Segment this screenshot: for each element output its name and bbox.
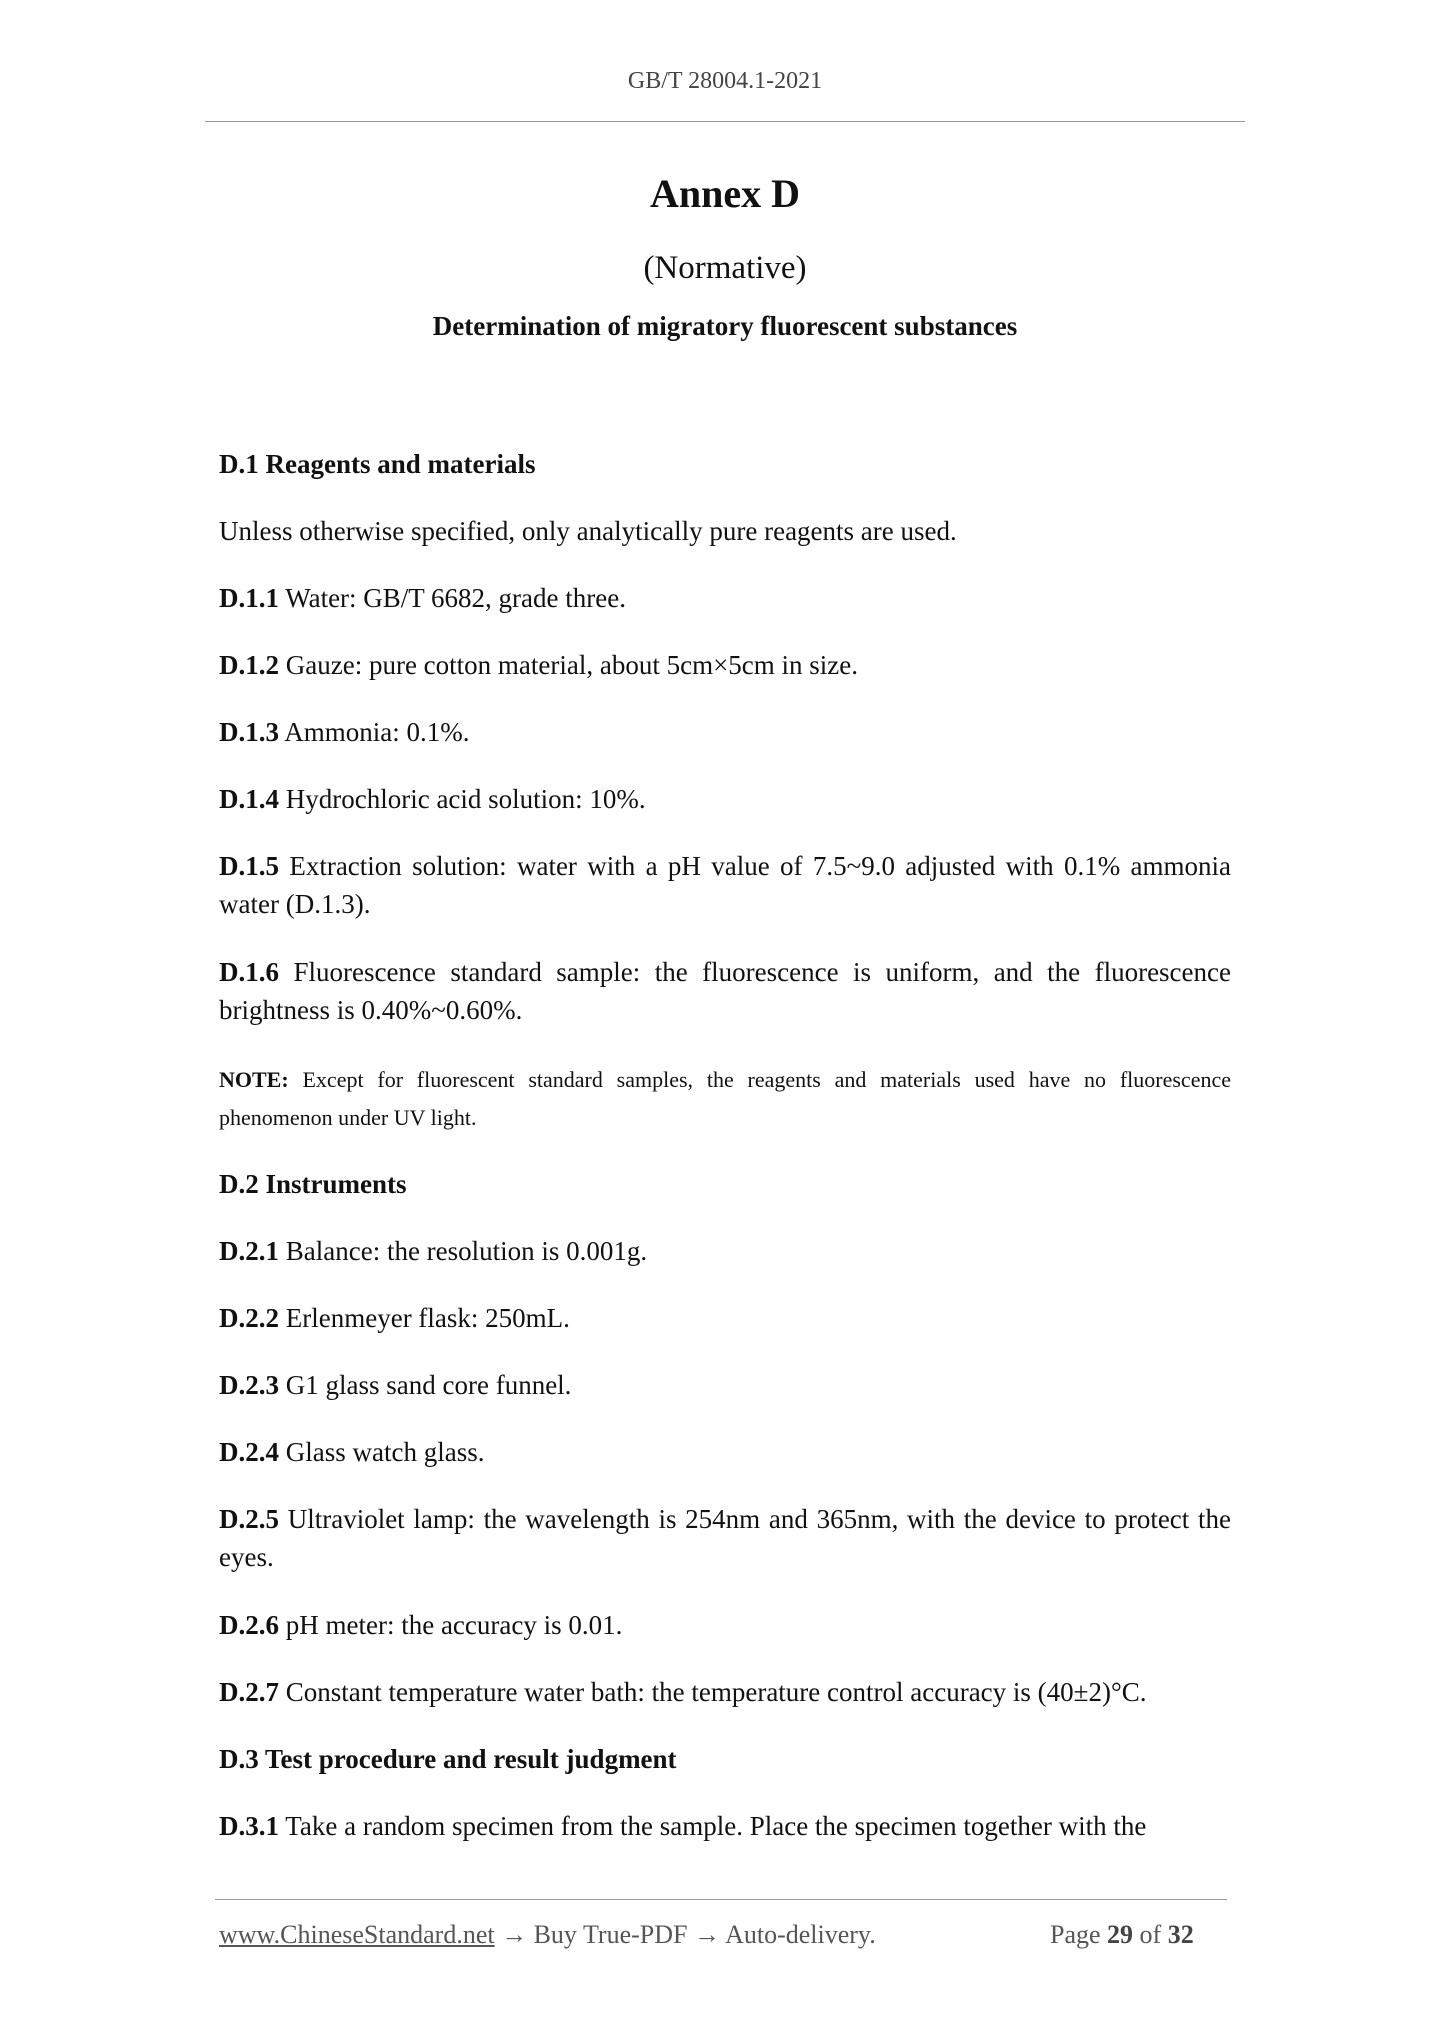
clause-d-2-5: [219, 1500, 1231, 1576]
section-heading-d1: D.1 Reagents and materials: [219, 449, 536, 479]
arrow-right-icon: →: [687, 1920, 726, 1949]
clause-number: D.1.6: [219, 957, 279, 987]
clause-text: Balance: the resolution is 0.001g.: [279, 1236, 648, 1266]
clause-number: D.2.5: [219, 1504, 279, 1534]
document-header-code: GB/T 28004.1-2021: [627, 68, 823, 94]
page-indicator: [1050, 1920, 1194, 1950]
clause-text: Constant temperature water bath: the temperature control accuracy is (40±2)°C.: [279, 1677, 1147, 1707]
current-page-number: 29: [1107, 1920, 1134, 1949]
clause-d-2-6: [219, 1606, 1231, 1644]
footer-links: [219, 1920, 876, 1950]
arrow-right-icon: →: [494, 1920, 534, 1949]
note-text: Except for fluorescent standard samples, the reagents and materials used have no fluorescence phenomenon under UV light.: [219, 1067, 1231, 1130]
section-heading-d3: D.3 Test procedure and result judgment: [219, 1744, 677, 1774]
clause-number: D.2.6: [219, 1610, 279, 1640]
website-link[interactable]: www.ChineseStandard.net: [219, 1920, 495, 1949]
page-of-label: of: [1133, 1920, 1168, 1949]
clause-text: Water: GB/T 6682, grade three.: [279, 583, 626, 613]
annex-subtitle: Determination of migratory fluorescent substances: [432, 311, 1018, 341]
clause-number: D.1.1: [219, 583, 279, 613]
clause-text: Erlenmeyer flask: 250mL.: [279, 1303, 570, 1333]
clause-d-1-1: [219, 579, 1231, 617]
clause-number: D.1.5: [219, 851, 279, 881]
clause-text: Ultraviolet lamp: the wavelength is 254nm and 365nm, with the device to protect the eyes.: [219, 1504, 1231, 1572]
clause-text: Fluorescence standard sample: the fluorescence is uniform, and the fluorescence brightness is 0.40%~0.60%.: [219, 957, 1231, 1025]
footer-divider: [215, 1899, 1227, 1900]
section-heading-d2: D.2 Instruments: [219, 1169, 407, 1199]
clause-number: D.2.1: [219, 1236, 279, 1266]
clause-text: Take a random specimen from the sample. Place the specimen together with the: [279, 1811, 1147, 1841]
clause-text: Gauze: pure cotton material, about 5cm×5cm in size.: [279, 650, 859, 680]
auto-delivery-text: Auto-delivery.: [725, 1920, 876, 1949]
section-intro-d1: Unless otherwise specified, only analytically pure reagents are used.: [219, 516, 957, 546]
clause-d-2-7: [219, 1673, 1231, 1711]
clause-d-1-4: [219, 780, 1231, 818]
clause-text: G1 glass sand core funnel.: [279, 1370, 572, 1400]
clause-text: Extraction solution: water with a pH value of 7.5~9.0 adjusted with 0.1% ammonia water (D.1.3).: [219, 851, 1231, 919]
clause-number: D.3.1: [219, 1811, 279, 1841]
clause-text: pH meter: the accuracy is 0.01.: [279, 1610, 623, 1640]
clause-number: D.2.4: [219, 1437, 279, 1467]
annex-title: Annex D: [649, 171, 801, 216]
annex-type: (Normative): [643, 250, 807, 286]
page-label: Page: [1050, 1920, 1108, 1949]
clause-number: D.1.2: [219, 650, 279, 680]
clause-number: D.1.4: [219, 784, 279, 814]
clause-d-2-2: [219, 1299, 1231, 1337]
header-divider: [205, 121, 1245, 122]
note-label: NOTE:: [219, 1067, 289, 1092]
buy-pdf-text: Buy True-PDF: [533, 1920, 688, 1949]
clause-d-2-3: [219, 1366, 1231, 1404]
clause-d-2-4: [219, 1433, 1231, 1471]
clause-d-1-3: [219, 713, 1231, 751]
clause-text: Glass watch glass.: [279, 1437, 485, 1467]
total-page-number: 32: [1167, 1920, 1194, 1949]
clause-d-2-1: [219, 1232, 1231, 1270]
clause-d-1-6: [219, 953, 1231, 1029]
clause-number: D.2.2: [219, 1303, 279, 1333]
clause-d-1-2: [219, 646, 1231, 684]
clause-text: Ammonia: 0.1%.: [279, 717, 470, 747]
clause-text: Hydrochloric acid solution: 10%.: [279, 784, 646, 814]
clause-number: D.2.7: [219, 1677, 279, 1707]
clause-d-3-1: [219, 1807, 1231, 1845]
clause-d-1-5: [219, 847, 1231, 923]
note: [219, 1061, 1231, 1137]
clause-number: D.2.3: [219, 1370, 279, 1400]
clause-number: D.1.3: [219, 717, 279, 747]
